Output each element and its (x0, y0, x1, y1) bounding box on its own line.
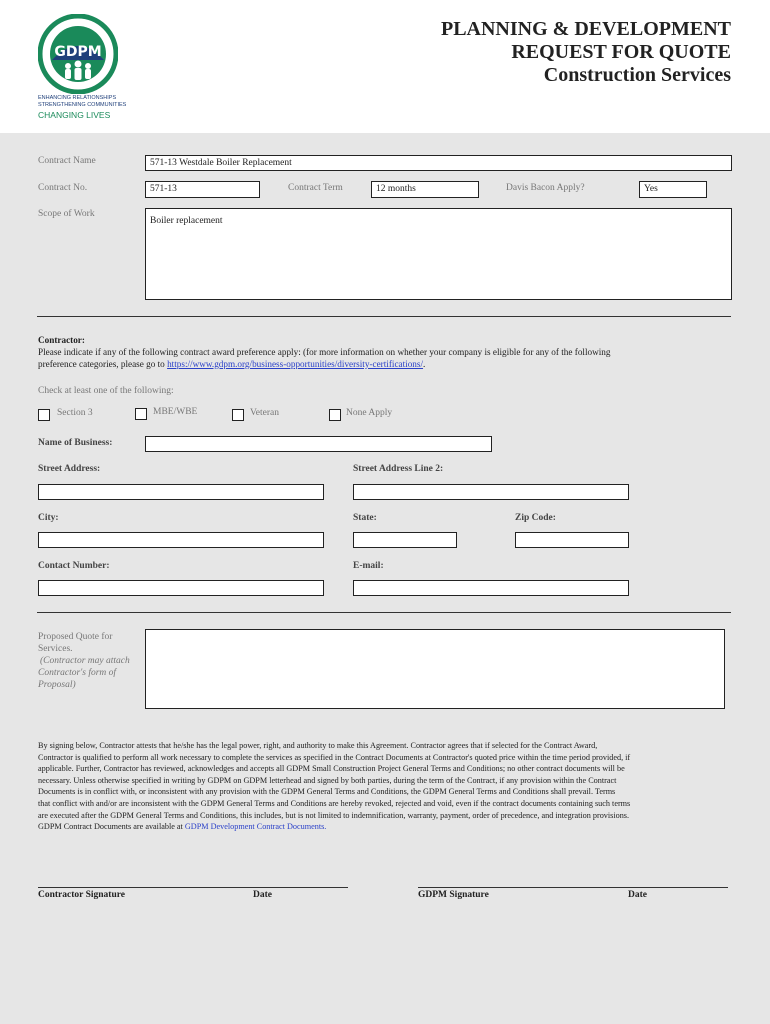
terms-line8-text: GDPM Contract Documents are available at (38, 822, 185, 832)
gdpm-date-label: Date (628, 890, 647, 900)
diversity-certifications-link[interactable]: https://www.gdpm.org/business-opportunities/diversity-certifications/ (167, 358, 424, 369)
none-apply-label: None Apply (346, 408, 393, 418)
contract-documents-link[interactable]: GDPM Development Contract Documents (184, 822, 325, 832)
contractor-signature-label: Contractor Signature (38, 890, 125, 900)
quote-label-line3: (Contractor may attach (40, 656, 130, 666)
quote-label-line4: Contractor's form of (38, 668, 117, 678)
davis-bacon-field[interactable]: Yes (639, 181, 707, 198)
none-apply-checkbox[interactable] (329, 409, 341, 421)
contractor-instructions-line2 (38, 359, 738, 371)
logo-tagline-1: ENHANCING RELATIONSHIPS (38, 95, 117, 101)
contract-name-field[interactable]: 571-13 Westdale Boiler Replacement (145, 155, 732, 171)
terms-line8 (38, 821, 732, 833)
document-title (441, 18, 731, 87)
terms-line2: Contractor is qualified to perform all work necessary to complete the services as specified in the Contract Documents at Contractor's quoted price within the time period provided, if (38, 752, 631, 762)
terms-line6: that conflict with and/or are inconsistent with the GDPM General Terms and Conditions are hereby revoked, rejected and void, even if the contract documents containing such terms (38, 798, 631, 808)
state-label: State: (353, 513, 377, 523)
proposed-quote-field[interactable] (145, 629, 725, 709)
contact-number-label: Contact Number: (38, 561, 110, 571)
contractor-signature-line[interactable] (38, 887, 348, 888)
business-name-field[interactable] (145, 436, 492, 452)
contract-no-label: Contract No. (38, 183, 88, 193)
davis-bacon-label: Davis Bacon Apply? (506, 183, 585, 193)
logo-tagline-3: CHANGING LIVES (38, 110, 111, 120)
gdpm-signature-line[interactable] (418, 887, 728, 888)
logo-text: GDPM (54, 44, 102, 60)
instructions-text: preference categories, please go to (38, 358, 168, 369)
zip-code-field[interactable] (515, 532, 629, 548)
contractor-date-label: Date (253, 890, 272, 900)
terms-line4: necessary. Unless otherwise specified in writing by GDPM on GDPM letterhead and signed by both parties, during the term of the Contract, if any provision within the Contract (38, 775, 617, 785)
city-label: City: (38, 513, 59, 523)
veteran-checkbox[interactable] (232, 409, 244, 421)
gdpm-signature-label: GDPM Signature (418, 890, 489, 900)
terms-line1: By signing below, Contractor attests that he/she has the legal power, right, and authority to make this Agreement. Contractor agrees that if selected for the Contract Award, (38, 741, 598, 750)
street-address2-label: Street Address Line 2: (353, 464, 444, 474)
logo-tagline-2: STRENGTHENING COMMUNITIES (38, 102, 127, 108)
email-field[interactable] (353, 580, 629, 596)
terms-line7: are executed after the GDPM General Terms and Conditions, this includes, but is not limited to indemnification, warranty, payment, order of precedence, and integration provisions. (38, 810, 630, 820)
veteran-label: Veteran (250, 408, 280, 418)
check-instruction-label: Check at least one of the following: (38, 386, 174, 396)
business-name-label: Name of Business: (38, 438, 113, 448)
contract-no-field[interactable]: 571-13 (145, 181, 260, 198)
scope-of-work-field[interactable]: Boiler replacement (145, 208, 732, 300)
mbe-wbe-checkbox[interactable] (135, 408, 147, 420)
contact-number-field[interactable] (38, 580, 324, 596)
contractor-instructions (38, 347, 738, 370)
title-line-3: Construction Services (543, 64, 731, 86)
section-divider (37, 316, 731, 317)
quote-label-line2: Services. (38, 644, 73, 654)
quote-label-line5: Proposal) (38, 680, 76, 690)
contract-name-label: Contract Name (38, 156, 96, 166)
street-address2-field[interactable] (353, 484, 629, 500)
title-line-1: PLANNING & DEVELOPMENT (440, 18, 731, 40)
section3-checkbox[interactable] (38, 409, 50, 421)
mbe-wbe-label: MBE/WBE (153, 407, 198, 417)
contractor-heading: Contractor: (38, 335, 85, 345)
state-field[interactable] (353, 532, 457, 548)
section-divider-2 (37, 612, 731, 613)
terms-paragraph (38, 740, 732, 833)
terms-link-end: . (324, 822, 327, 832)
contract-term-field[interactable]: 12 months (371, 181, 479, 198)
street-address-label: Street Address: (38, 464, 101, 474)
email-label: E-mail: (353, 561, 384, 571)
instructions-end: . (423, 358, 426, 369)
contractor-instructions-line1: Please indicate if any of the following contract award preference apply: (for more information on whether your company is eligible for any of the following (38, 347, 611, 357)
contract-term-label: Contract Term (288, 183, 343, 193)
quote-label-line1: Proposed Quote for (38, 632, 113, 642)
city-field[interactable] (38, 532, 324, 548)
section3-label: Section 3 (57, 408, 93, 418)
proposed-quote-label (38, 631, 130, 691)
logo-tagline (38, 95, 128, 120)
street-address-field[interactable] (38, 484, 324, 500)
document-header (0, 0, 770, 133)
zip-code-label: Zip Code: (515, 513, 556, 523)
gdpm-logo (38, 14, 118, 94)
title-line-2: REQUEST FOR QUOTE (511, 41, 731, 63)
terms-line5: Documents is in conflict with, or inconsistent with any provision with the GDPM General Terms and Conditions, the GDPM General Terms and Conditions shall prevail. Terms (38, 787, 616, 797)
scope-of-work-label: Scope of Work (38, 209, 95, 219)
terms-line3: applicable. Further, Contractor has reviewed, acknowledges and accepts all GDPM Small Construction Project General Terms and Conditions; no other contract documents will be (38, 764, 625, 774)
